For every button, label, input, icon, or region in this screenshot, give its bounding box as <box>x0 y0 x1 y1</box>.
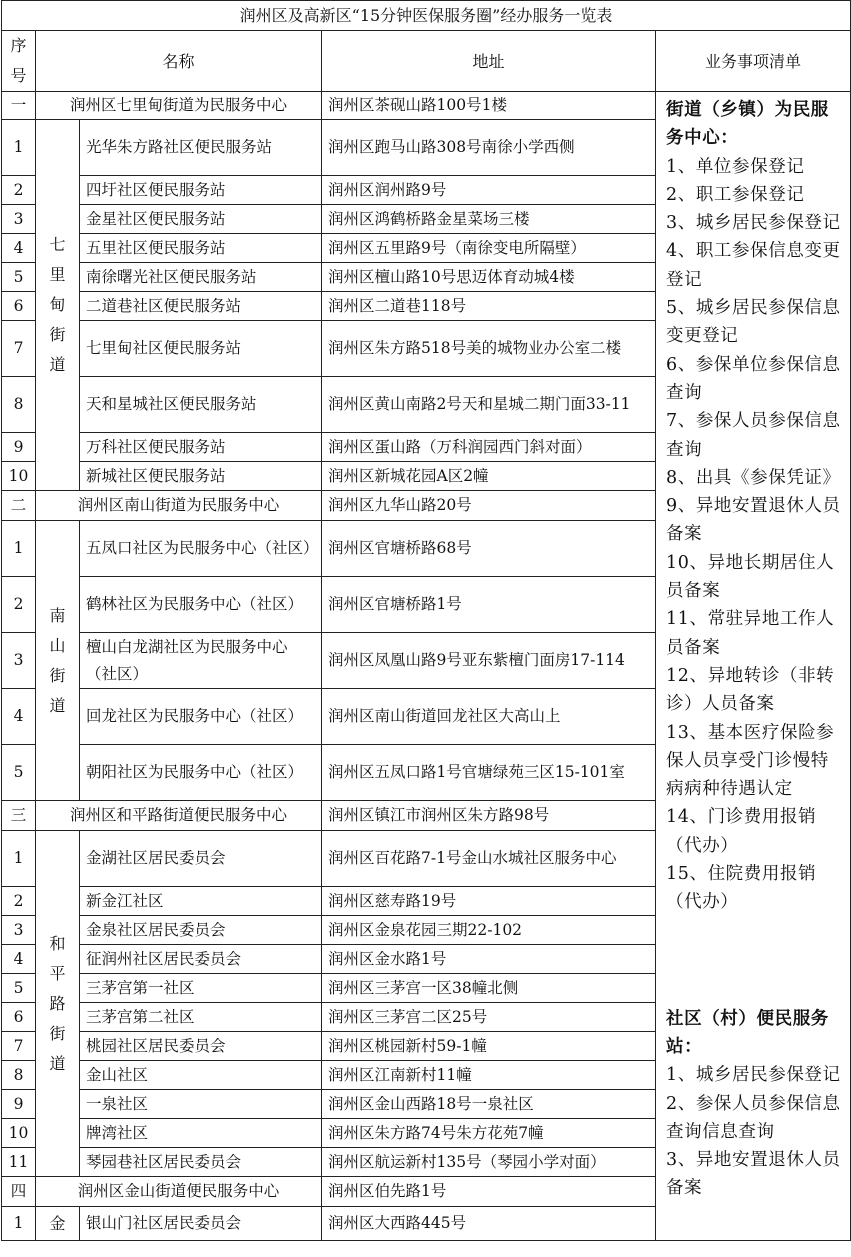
services-gap <box>666 917 846 1005</box>
row-address: 润州区跑马山路308号南徐小学西侧 <box>322 120 656 176</box>
group-char: 街 <box>49 1023 66 1043</box>
row-address: 润州区蛋山路（万科润园西门斜对面） <box>322 433 656 462</box>
service-item: 7、参保人员参保信息查询 <box>666 411 841 460</box>
row-address: 润州区五凤口路1号官塘绿苑三区15-101室 <box>322 745 656 801</box>
service-item: 5、城乡居民参保信息变更登记 <box>666 298 841 347</box>
row-seq: 2 <box>2 887 36 916</box>
service-item: 6、参保单位参保信息查询 <box>666 354 841 403</box>
section-name: 润州区七里甸街道为民服务中心 <box>36 92 322 120</box>
group-char: 道 <box>49 355 66 374</box>
row-address: 润州区南山街道回龙社区大高山上 <box>322 689 656 745</box>
row-name: 光华朱方路社区便民服务站 <box>80 120 322 176</box>
row-seq: 7 <box>2 321 36 377</box>
row-name: 金山社区 <box>80 1061 322 1090</box>
services-center-heading: 街道（乡镇）为民服务中心： <box>666 100 829 149</box>
row-seq: 4 <box>2 234 36 263</box>
section-seq: 四 <box>2 1177 36 1207</box>
row-seq: 6 <box>2 1003 36 1032</box>
row-seq: 1 <box>2 120 36 176</box>
service-item: 9、异地安置退休人员备案 <box>666 496 841 545</box>
group-char: 道 <box>49 695 66 715</box>
section-name: 润州区南山街道为民服务中心 <box>36 491 322 521</box>
row-seq: 5 <box>2 745 36 801</box>
row-name: 回龙社区为民服务中心（社区） <box>80 689 322 745</box>
row-name: 三茅宫第二社区 <box>80 1003 322 1032</box>
row-seq: 9 <box>2 433 36 462</box>
row-seq: 8 <box>2 1061 36 1090</box>
title-row <box>2 1 851 31</box>
section-address: 润州区镇江市润州区朱方路98号 <box>322 801 656 831</box>
row-address: 润州区鸿鹤桥路金星菜场三楼 <box>322 205 656 234</box>
header-seq-text <box>4 31 33 91</box>
service-item: 8、出具《参保凭证》 <box>666 467 841 488</box>
row-seq: 4 <box>2 689 36 745</box>
header-seq <box>2 31 36 92</box>
row-address: 润州区三茅宫二区25号 <box>322 1003 656 1032</box>
service-item: 4、职工参保信息变更登记 <box>666 241 841 290</box>
row-address: 润州区大西路445号 <box>322 1207 656 1241</box>
row-name: 南徐曙光社区便民服务站 <box>80 263 322 292</box>
row-name: 七里甸社区便民服务站 <box>80 321 322 377</box>
row-seq: 10 <box>2 462 36 491</box>
service-item: 2、职工参保登记 <box>666 184 805 205</box>
group-char: 街 <box>49 665 66 685</box>
row-seq: 1 <box>2 831 36 887</box>
service-item: 12、异地转诊（非转诊）人员备案 <box>666 665 835 715</box>
row-name: 五里社区便民服务站 <box>80 234 322 263</box>
group-char: 金 <box>49 1213 66 1233</box>
group-char: 道 <box>49 1053 66 1073</box>
row-address: 润州区官塘桥路1号 <box>322 577 656 633</box>
table-title: 润州区及高新区“15分钟医保服务圈”经办服务一览表 <box>2 1 851 31</box>
row-address: 润州区新城花园A区2幢 <box>322 462 656 491</box>
row-address: 润州区檀山路10号思迈体育动城4楼 <box>322 263 656 292</box>
row-name: 朝阳社区为民服务中心（社区） <box>80 745 322 801</box>
row-address: 润州区黄山南路2号天和星城二期门面33-11 <box>322 377 656 433</box>
row-seq: 1 <box>2 1207 36 1241</box>
group-char: 街 <box>49 325 66 344</box>
row-seq: 4 <box>2 945 36 974</box>
row-address: 润州区三茅宫一区38幢北侧 <box>322 974 656 1003</box>
row-address: 润州区慈寿路19号 <box>322 887 656 916</box>
row-name: 金湖社区居民委员会 <box>80 831 322 887</box>
service-item: 3、异地安置退休人员备案 <box>666 1150 841 1199</box>
row-seq: 3 <box>2 205 36 234</box>
group-label <box>36 521 80 801</box>
row-address: 润州区朱方路74号朱方花苑7幢 <box>322 1119 656 1148</box>
row-name: 檀山白龙湖社区为民服务中心（社区） <box>80 633 322 689</box>
row-address: 润州区江南新村11幢 <box>322 1061 656 1090</box>
section-name: 润州区金山街道便民服务中心 <box>36 1177 322 1207</box>
section-seq: 一 <box>2 92 36 120</box>
row-seq: 2 <box>2 577 36 633</box>
row-address: 润州区百花路7-1号金山水城社区服务中心 <box>322 831 656 887</box>
row-seq: 8 <box>2 377 36 433</box>
group-char: 平 <box>49 963 66 983</box>
services-station-heading: 社区（村）便民服务站： <box>666 1008 829 1057</box>
row-seq: 5 <box>2 974 36 1003</box>
section-row <box>2 92 851 120</box>
service-item: 13、基本医疗保险参保人员享受门诊慢特病病种待遇认定 <box>666 722 835 800</box>
group-char: 里 <box>49 265 66 284</box>
row-name: 牌湾社区 <box>80 1119 322 1148</box>
service-item: 10、异地长期居住人员备案 <box>666 552 835 602</box>
section-address: 润州区茶砚山路100号1楼 <box>322 92 656 120</box>
services-cell <box>656 92 851 1241</box>
row-name: 新城社区便民服务站 <box>80 462 322 491</box>
row-name: 一泉社区 <box>80 1090 322 1119</box>
service-item: 14、门诊费用报销（代办） <box>666 807 817 856</box>
row-seq: 7 <box>2 1032 36 1061</box>
row-address: 润州区朱方路518号美的城物业办公室二楼 <box>322 321 656 377</box>
service-item: 11、常驻异地工作人员备案 <box>666 609 835 658</box>
row-address: 润州区二道巷118号 <box>322 292 656 321</box>
group-label <box>36 1207 80 1241</box>
row-name: 征润州社区居民委员会 <box>80 945 322 974</box>
row-seq: 1 <box>2 521 36 577</box>
row-seq: 9 <box>2 1090 36 1119</box>
group-char: 甸 <box>49 295 66 314</box>
row-address: 润州区官塘桥路68号 <box>322 521 656 577</box>
header-seq-char: 号 <box>10 66 27 85</box>
row-name: 鹤林社区为民服务中心（社区） <box>80 577 322 633</box>
row-name: 天和星城社区便民服务站 <box>80 377 322 433</box>
header-seq-char: 序 <box>10 36 27 55</box>
row-name: 新金江社区 <box>80 887 322 916</box>
row-address: 润州区金水路1号 <box>322 945 656 974</box>
header-address: 地址 <box>322 31 656 92</box>
row-seq: 11 <box>2 1148 36 1177</box>
section-seq: 三 <box>2 801 36 831</box>
section-address: 润州区九华山路20号 <box>322 491 656 521</box>
group-char: 和 <box>49 933 66 953</box>
group-char: 路 <box>49 993 66 1013</box>
group-char: 七 <box>49 235 66 254</box>
row-name: 桃园社区居民委员会 <box>80 1032 322 1061</box>
header-name: 名称 <box>36 31 322 92</box>
group-label <box>36 120 80 491</box>
row-name: 二道巷社区便民服务站 <box>80 292 322 321</box>
service-item: 3、城乡居民参保登记 <box>666 213 841 234</box>
service-item: 1、单位参保登记 <box>666 156 805 177</box>
row-seq: 5 <box>2 263 36 292</box>
group-char: 山 <box>49 635 66 655</box>
row-address: 润州区航运新村135号（琴园小学对面） <box>322 1148 656 1177</box>
service-table <box>1 0 851 1241</box>
row-name: 四圩社区便民服务站 <box>80 176 322 205</box>
service-item: 1、城乡居民参保登记 <box>666 1065 841 1086</box>
row-address: 润州区桃园新村59-1幢 <box>322 1032 656 1061</box>
service-item: 15、住院费用报销（代办） <box>666 864 817 913</box>
service-item: 2、参保人员参保信息查询信息查询 <box>666 1093 841 1142</box>
row-name: 金星社区便民服务站 <box>80 205 322 234</box>
row-name: 金泉社区居民委员会 <box>80 916 322 945</box>
row-seq: 6 <box>2 292 36 321</box>
section-address: 润州区伯先路1号 <box>322 1177 656 1207</box>
group-char: 南 <box>49 605 66 625</box>
row-name: 五凤口社区为民服务中心（社区） <box>80 521 322 577</box>
header-row <box>2 31 851 92</box>
row-seq: 10 <box>2 1119 36 1148</box>
row-name: 三茅宫第一社区 <box>80 974 322 1003</box>
row-seq: 3 <box>2 916 36 945</box>
row-address: 润州区金泉花园三期22-102 <box>322 916 656 945</box>
section-seq: 二 <box>2 491 36 521</box>
row-name: 银山门社区居民委员会 <box>80 1207 322 1241</box>
row-address: 润州区润州路9号 <box>322 176 656 205</box>
row-seq: 3 <box>2 633 36 689</box>
header-services: 业务事项清单 <box>656 31 851 92</box>
row-address: 润州区金山西路18号一泉社区 <box>322 1090 656 1119</box>
section-name: 润州区和平路街道便民服务中心 <box>36 801 322 831</box>
row-name: 万科社区便民服务站 <box>80 433 322 462</box>
row-seq: 2 <box>2 176 36 205</box>
group-label <box>36 831 80 1177</box>
row-address: 润州区凤凰山路9号亚东紫檀门面房17-114 <box>322 633 656 689</box>
row-address: 润州区五里路9号（南徐变电所隔壁） <box>322 234 656 263</box>
row-name: 琴园巷社区居民委员会 <box>80 1148 322 1177</box>
